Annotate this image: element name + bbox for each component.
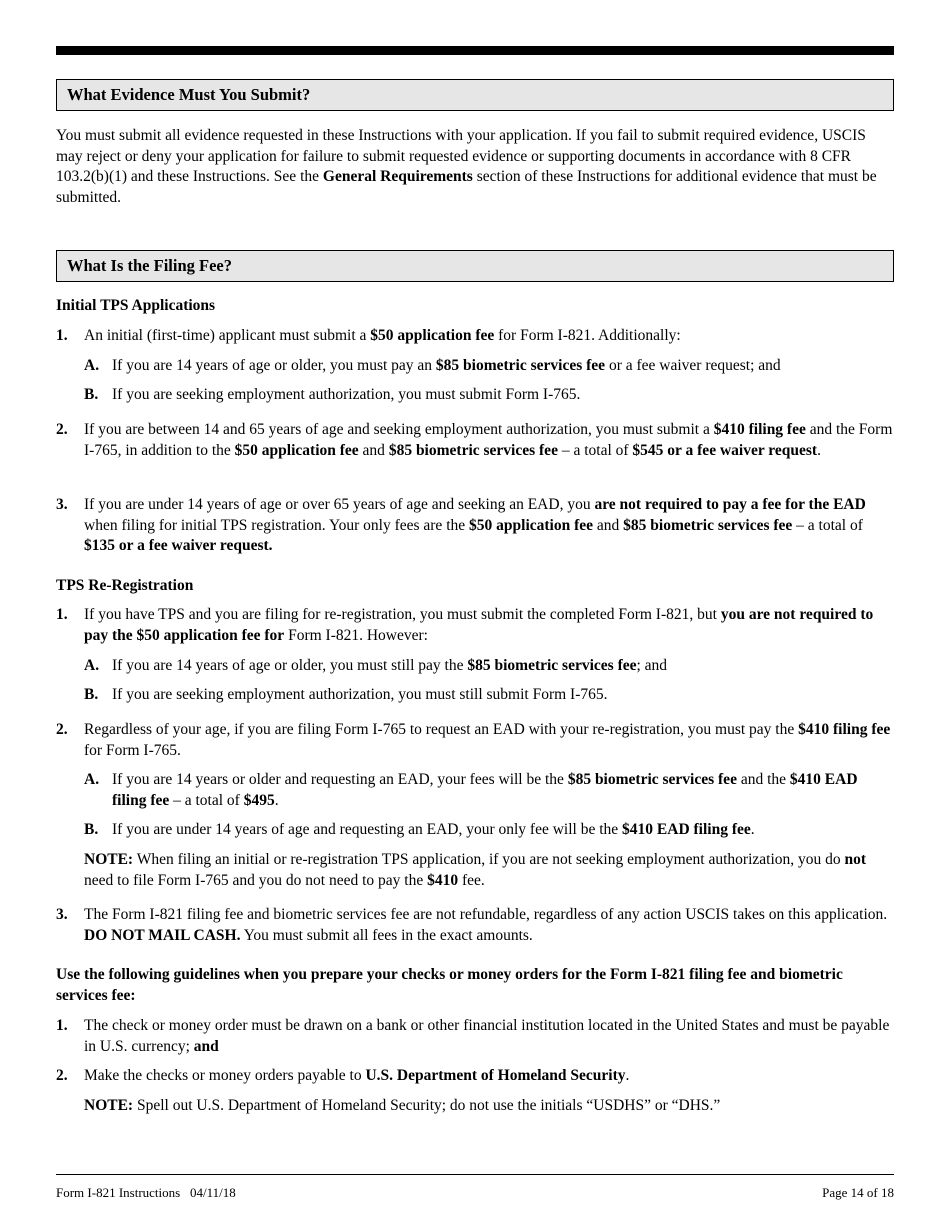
section-title-filing-fee: What Is the Filing Fee? [67,256,232,275]
top-rule [56,46,894,55]
subheading-guidelines: Use the following guidelines when you prepare your checks or money orders for the Form I-821 filing fee and biometric services fee: [56,966,843,1004]
footer-page-number: Page 14 of 18 [822,1185,894,1200]
evidence-paragraph: You must submit all evidence requested in these Instructions with your application. If you fail to submit required evidence, USCIS may reject or deny your application for failure to submit requested evidence or supporting documents in accordance with 8 CFR 103.2(b)(1) and these Instructions. See the General Requirements section of these Instructions for additional evidence that must be submitted. [56,127,877,206]
subheading-initial-tps: Initial TPS Applications [56,297,216,314]
footer-rule [56,1174,894,1175]
document-page: What Evidence Must You Submit? You must submit all evidence requested in these Instructions with your application. If you fail to submit required evidence, USCIS may reject or deny your application for failure to submit requested evidence or supporting documents in accordance with 8 CFR 103.2(b)(1) and these Instructions. See the General Requirements section of these Instructions for additional evidence that must be submitted. What Is the Filing Fee? Initial TPS Applications 1. An initial (first-time) applicant must submit a $50 application fee for Form I-821. Additionally: A. If you are 14 years of age or older, you must pay an $85 biometric services fee or a fee waiver request; and B. If you are seeking employment authorization, you must submit Form I-765. 2. If you are between 14 and 65 years of age and seeking employment authorization, you must submit a $410 filing fee and the Form I-765, in addition to the $50 application fee and $85 biometric services fee – a total of $545 or a fee waiver request. 3. If you are under 14 years of age or over 65 years of age and seeking an EAD, you are not required to pay a fee for the EAD when filing for initial TPS registration. Your only fees are the $50 application fee and $85 biometric services fee – a total of $135 or a fee waiver request. TPS Re-Registration 1. If you have TPS and you are filing for re-registration, you must submit the completed Form I-821, but you are not required to pay the $50 application fee for Form I-821. However: A. If you are 14 years of age or older, you must still pay the $85 biometric services fee; and B. If you are seeking employment authorization, you must still submit Form I-765. 2. Regardless of your age, if you are filing Form I-765 to request an EAD with your re-registration, you must pay the $410 filing fee for Form I-765. A. If you are 14 years or older and requesting an EAD, your fees will be the $85 biometric services fee and the $410 EAD filing fee – a total of $495. B. If you are under 14 years of age and requesting an EAD, your only fee will be the $410 EAD filing fee. NOTE: When filing an initial or re-registration TPS application, if you are not seeking employment authorization, you do not need to file Form I-765 and you do not need to pay the $410 fee. 3. The Form I-821 filing fee and biometric services fee are not refundable, regardless of any action USCIS takes on this application. DO NOT MAIL CASH. You must submit all fees in the exact amounts. Use the following guidelines when you prepare your checks or money orders for the Form I-821 filing fee and biometric services fee: 1. The check or money order must be drawn on a bank or other financial institution located in the United States and must be payable in U.S. currency; and 2. Make the checks or money orders payable to U.S. Department of Homeland Security. NOTE: Spell out U.S. Department of Homeland Security; do not use the initials “USDHS” or “DHS.” Form I-821 Instructions 04/11/18 Page 14 of 18 [56,0,894,1230]
footer-form-id: Form I-821 Instructions 04/11/18 [56,1185,236,1200]
section-header-filing-fee [56,250,894,282]
rereg-note: NOTE: When filing an initial or re-registration TPS application, if you are not seeking employment authorization, you do not need to file Form I-765 and you do not need to pay the $410 fee. [84,851,867,889]
section-title-evidence: What Evidence Must You Submit? [67,85,311,104]
subheading-tps-reregistration: TPS Re-Registration [56,577,194,594]
guidelines-note: NOTE: Spell out U.S. Department of Homeland Security; do not use the initials “USDHS” or “DHS.” [84,1097,721,1114]
section-header-evidence [56,79,894,111]
